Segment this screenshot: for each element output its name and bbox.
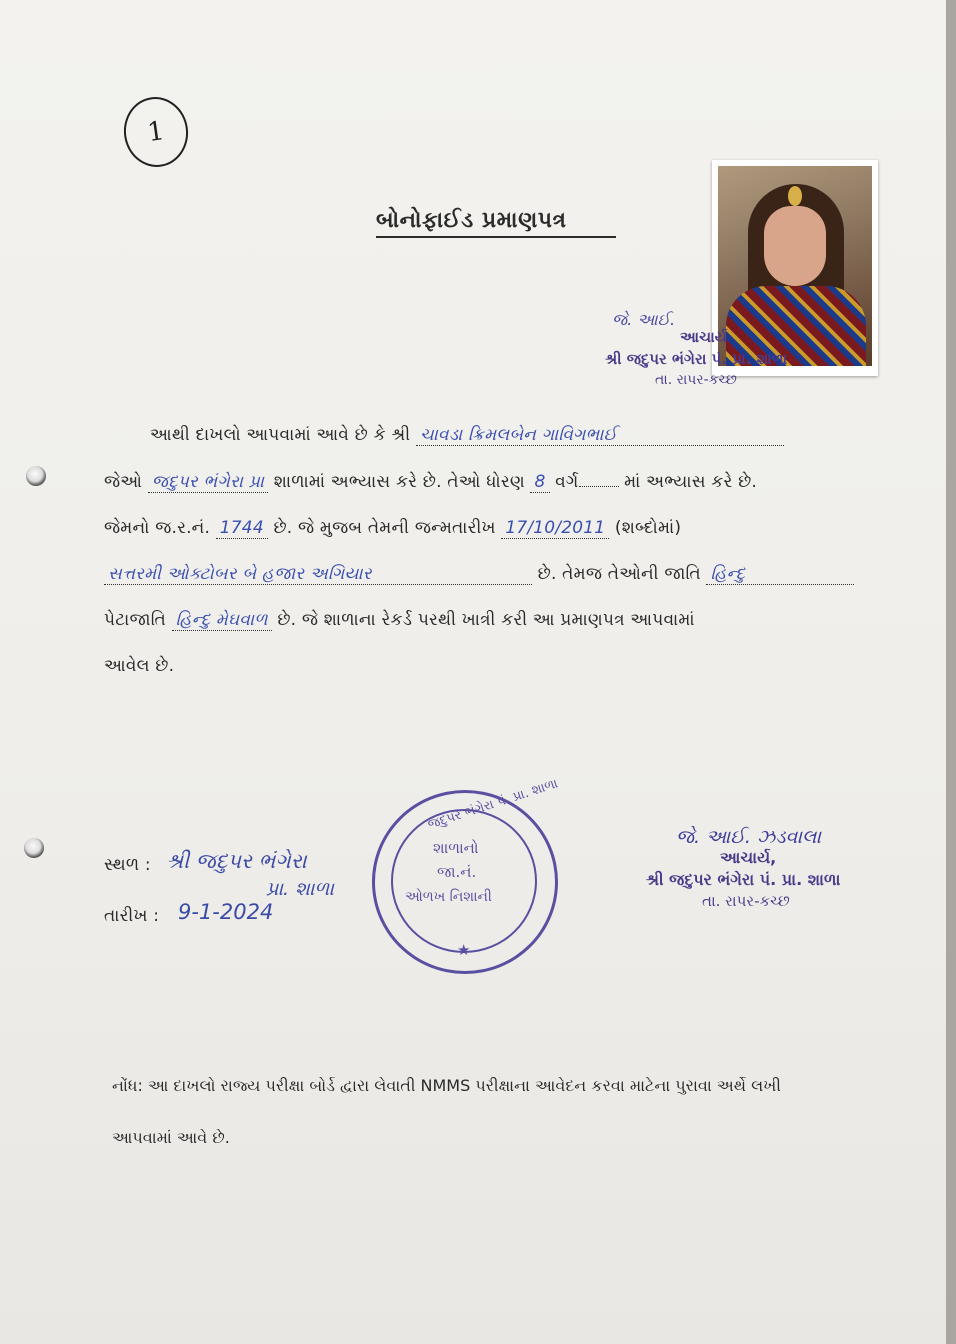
- date-label: તારીખ :: [104, 906, 160, 926]
- page-number: 1: [119, 93, 192, 171]
- body-line-6: આવેલ છે.: [104, 656, 175, 676]
- certificate-title: બોનોફાઈડ પ્રમાણપત્ર: [376, 208, 616, 238]
- principal-signature: જે. આઈ. ઝડવાલા: [676, 826, 822, 848]
- photo-stamp-sign: જે. આઈ.: [612, 310, 676, 329]
- photo-stamp-school: શ્રી જદુપર ભંગેરા પં. પ્રા. શાળા: [605, 350, 788, 368]
- standard: 8: [530, 472, 549, 493]
- place-label: સ્થળ :: [104, 855, 151, 875]
- school-seal: જદુપર ભંગેરા પં. પ્રા. શાળા શાળાનો જા.નં. ઓળખ નિશાની ★: [372, 790, 558, 974]
- body-line-3: જેમનો જ.ર.નં. 1744 છે. જે મુજબ તેમની જન્મતારીખ 17/10/2011 (શબ્દોમાં): [104, 518, 682, 538]
- punch-hole: [24, 838, 44, 858]
- note-line-2: આપવામાં આવે છે.: [112, 1128, 230, 1147]
- star-icon: ★: [457, 941, 471, 959]
- caste: હિન્દુ: [706, 564, 854, 585]
- photo-image: [718, 166, 872, 366]
- principal-title: આચાર્ય,: [720, 848, 777, 867]
- date-value: 9-1-2024: [178, 900, 274, 924]
- reg-no: 1744: [216, 518, 268, 539]
- subcaste: હિન્દુ મેઘવાળ: [172, 610, 272, 631]
- principal-taluka: તા. રાપર-કચ્છ: [702, 892, 790, 910]
- dob-words: સત્તરમી ઓક્ટોબર બે હજાર અગિયાર: [104, 564, 532, 585]
- photo-stamp-taluka: તા. રાપર-કચ્છ: [655, 372, 737, 388]
- school-name: જદુપર ભંગેરા પ્રા: [148, 472, 268, 493]
- body-line-4: સત્તરમી ઓક્ટોબર બે હજાર અગિયાર છે. તેમજ તેઓની જાતિ હિન્દુ: [104, 564, 854, 585]
- body-line-1: આથી દાખલો આપવામાં આવે છે કે શ્રી ચાવડા ક્રિમલબેન ગાવિગભાઈ: [150, 425, 784, 446]
- body-line-5: પેટાજાતિ હિન્દુ મેઘવાળ છે. જે શાળાના રેકર્ડ પરથી ખાત્રી કરી આ પ્રમાણપત્ર આપવામાં: [104, 610, 695, 630]
- page-edge: [946, 0, 956, 1344]
- student-photo: [712, 160, 878, 376]
- photo-stamp-title: આચાર્ય: [680, 328, 728, 346]
- body-line-2: જેઓ જદુપર ભંગેરા પ્રા શાળામાં અભ્યાસ કરે છે. તેઓ ધોરણ 8 વર્ગ માં અભ્યાસ કરે છે.: [104, 472, 758, 492]
- place-value: શ્રી જદુપર ભંગેરા: [166, 849, 307, 873]
- punch-hole: [26, 466, 46, 486]
- place-value-2: પ્રા. શાળા: [266, 878, 334, 900]
- note-line-1: નોંધ: આ દાખલો રાજ્ય પરીક્ષા બોર્ડ દ્વારા લેવાતી NMMS પરીક્ષાના આવેદન કરવા માટેના પુરાવા અર્થે લખી: [112, 1076, 781, 1095]
- student-name: ચાવડા ક્રિમલબેન ગાવિગભાઈ: [416, 425, 784, 446]
- dob: 17/10/2011: [501, 518, 609, 539]
- principal-school: શ્રી જદુપર ભંગેરા પં. પ્રા. શાળા: [646, 870, 841, 889]
